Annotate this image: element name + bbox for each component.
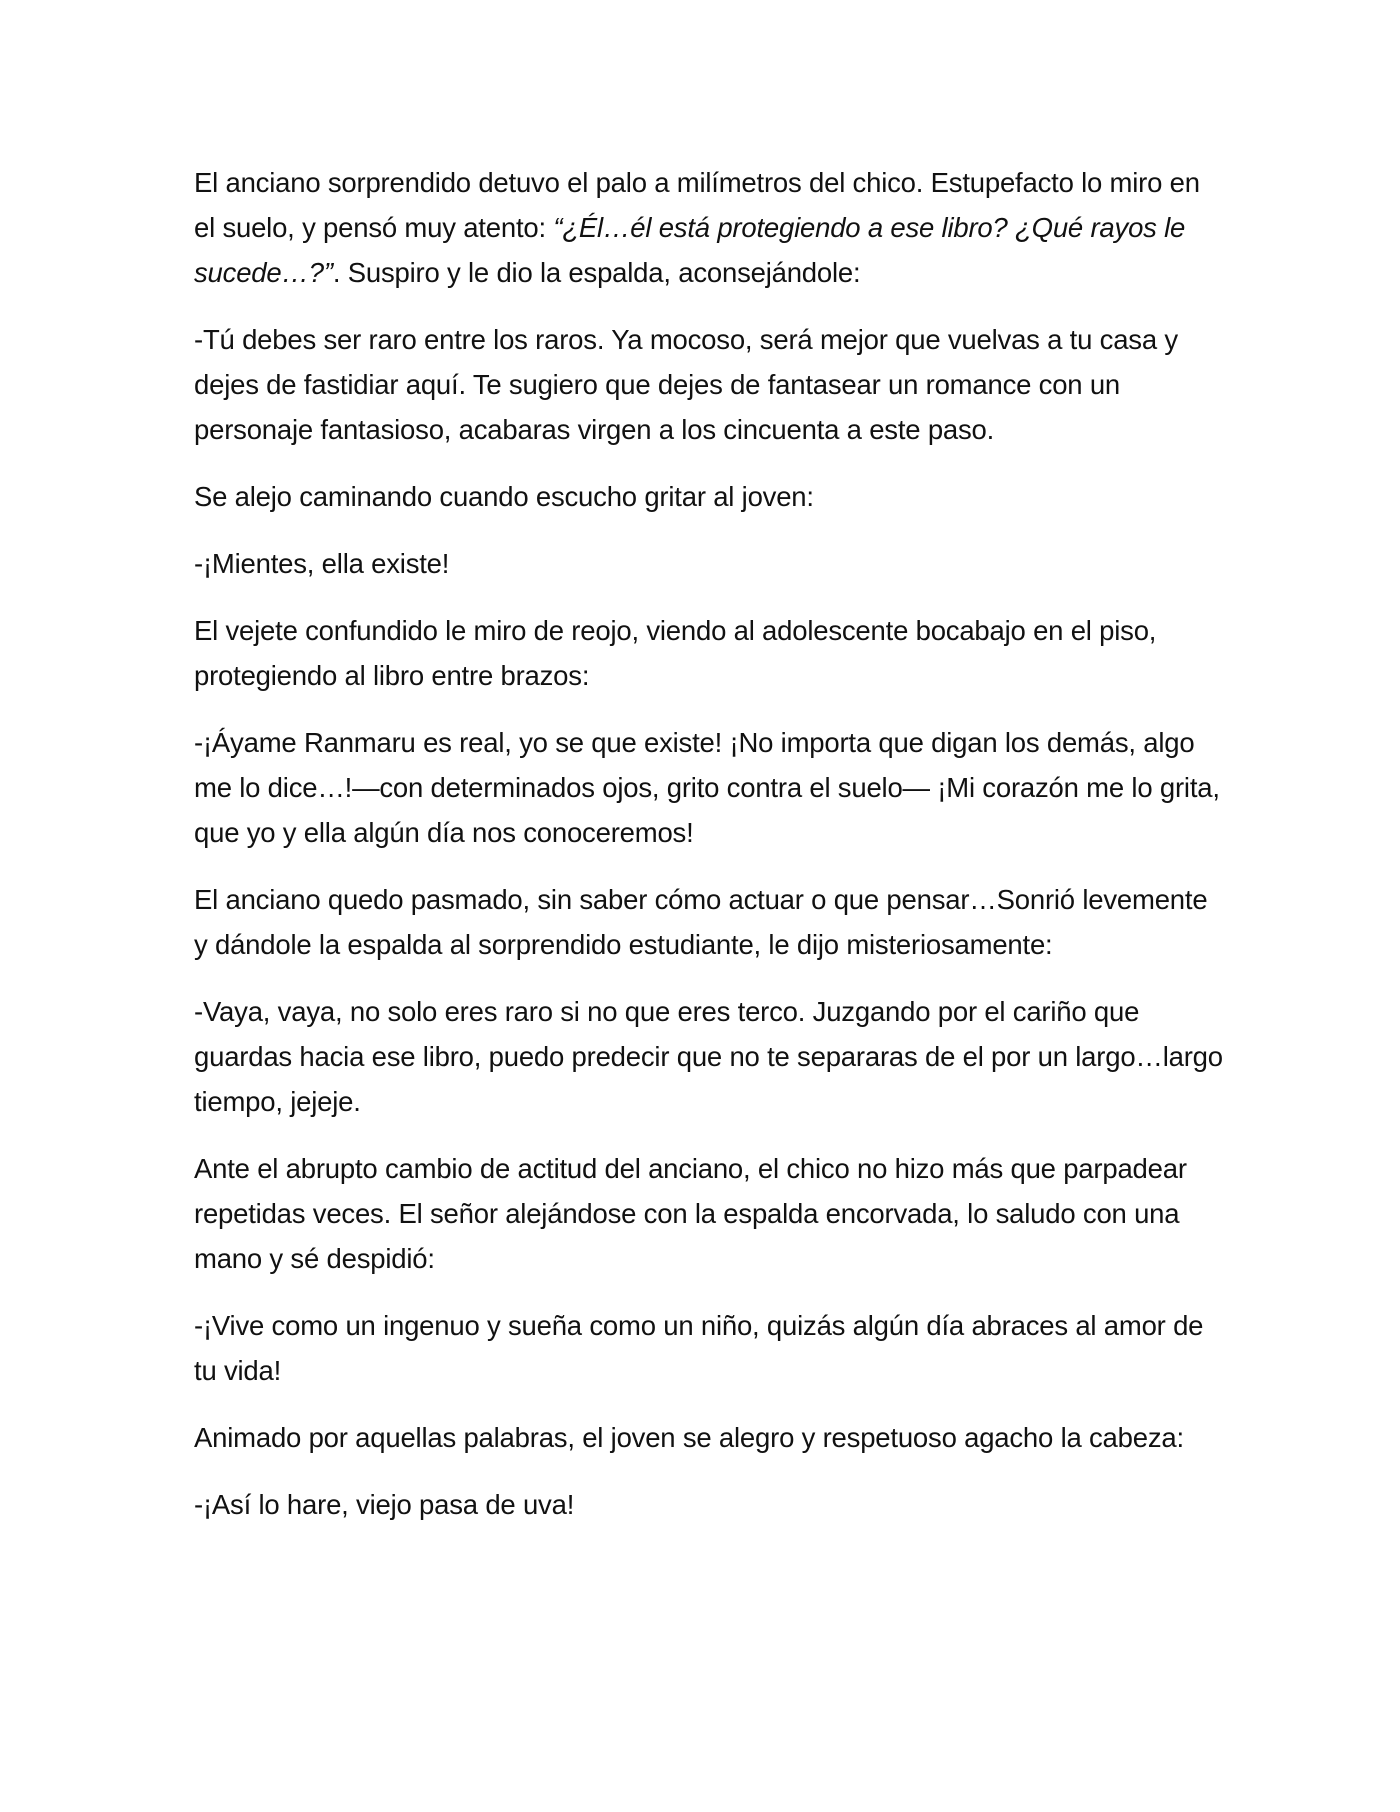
paragraph-12: -¡Así lo hare, viejo pasa de uva! [194,1489,575,1520]
paragraph-6: -¡Áyame Ranmaru es real, yo se que existe! ¡No importa que digan los demás, algo me lo dice…!—con determinados ojos, grito contra el suelo— ¡Mi corazón me lo grita, que yo y ella algún día nos conoceremos! [194,727,1220,848]
paragraph-8: -Vaya, vaya, no solo eres raro si no que eres terco. Juzgando por el cariño que guardas hacia ese libro, puedo predecir que no te separaras de el por un largo…largo tiempo, jejeje. [194,996,1223,1117]
paragraph-11: Animado por aquellas palabras, el joven se alegro y respetuoso agacho la cabeza: [194,1422,1184,1453]
paragraph-4: -¡Mientes, ella existe! [194,548,450,579]
paragraph-2: -Tú debes ser raro entre los raros. Ya mocoso, será mejor que vuelvas a tu casa y dejes de fastidiar aquí. Te sugiero que dejes de fantasear un romance con un personaje fantasioso, acabaras virgen a los cincuenta a este paso. [194,324,1178,445]
paragraph-1-italic-thought: “¿Él…él está protegiendo a ese libro? ¿Qué rayos le sucede…?” [194,212,1186,288]
paragraph-10: -¡Vive como un ingenuo y sueña como un niño, quizás algún día abraces al amor de tu vida! [194,1310,1204,1386]
paragraph-3: Se alejo caminando cuando escucho gritar al joven: [194,481,814,512]
paragraph-1-end: . Suspiro y le dio la espalda, aconsejándole: [332,257,861,288]
paragraph-7: El anciano quedo pasmado, sin saber cómo actuar o que pensar…Sonrió levemente y dándole la espalda al sorprendido estudiante, le dijo misteriosamente: [194,884,1208,960]
paragraph-5: El vejete confundido le miro de reojo, viendo al adolescente bocabajo en el piso, protegiendo al libro entre brazos: [194,615,1157,691]
document-body [194,160,1224,1549]
paragraph-9: Ante el abrupto cambio de actitud del anciano, el chico no hizo más que parpadear repetidas veces. El señor alejándose con la espalda encorvada, lo saludo con una mano y sé despidió: [194,1153,1187,1274]
paragraph-1-start: El anciano sorprendido detuvo el palo a milímetros del chico. Estupefacto lo miro en el suelo, y pensó muy atento: [194,167,1200,243]
paragraph-1 [194,160,1224,295]
